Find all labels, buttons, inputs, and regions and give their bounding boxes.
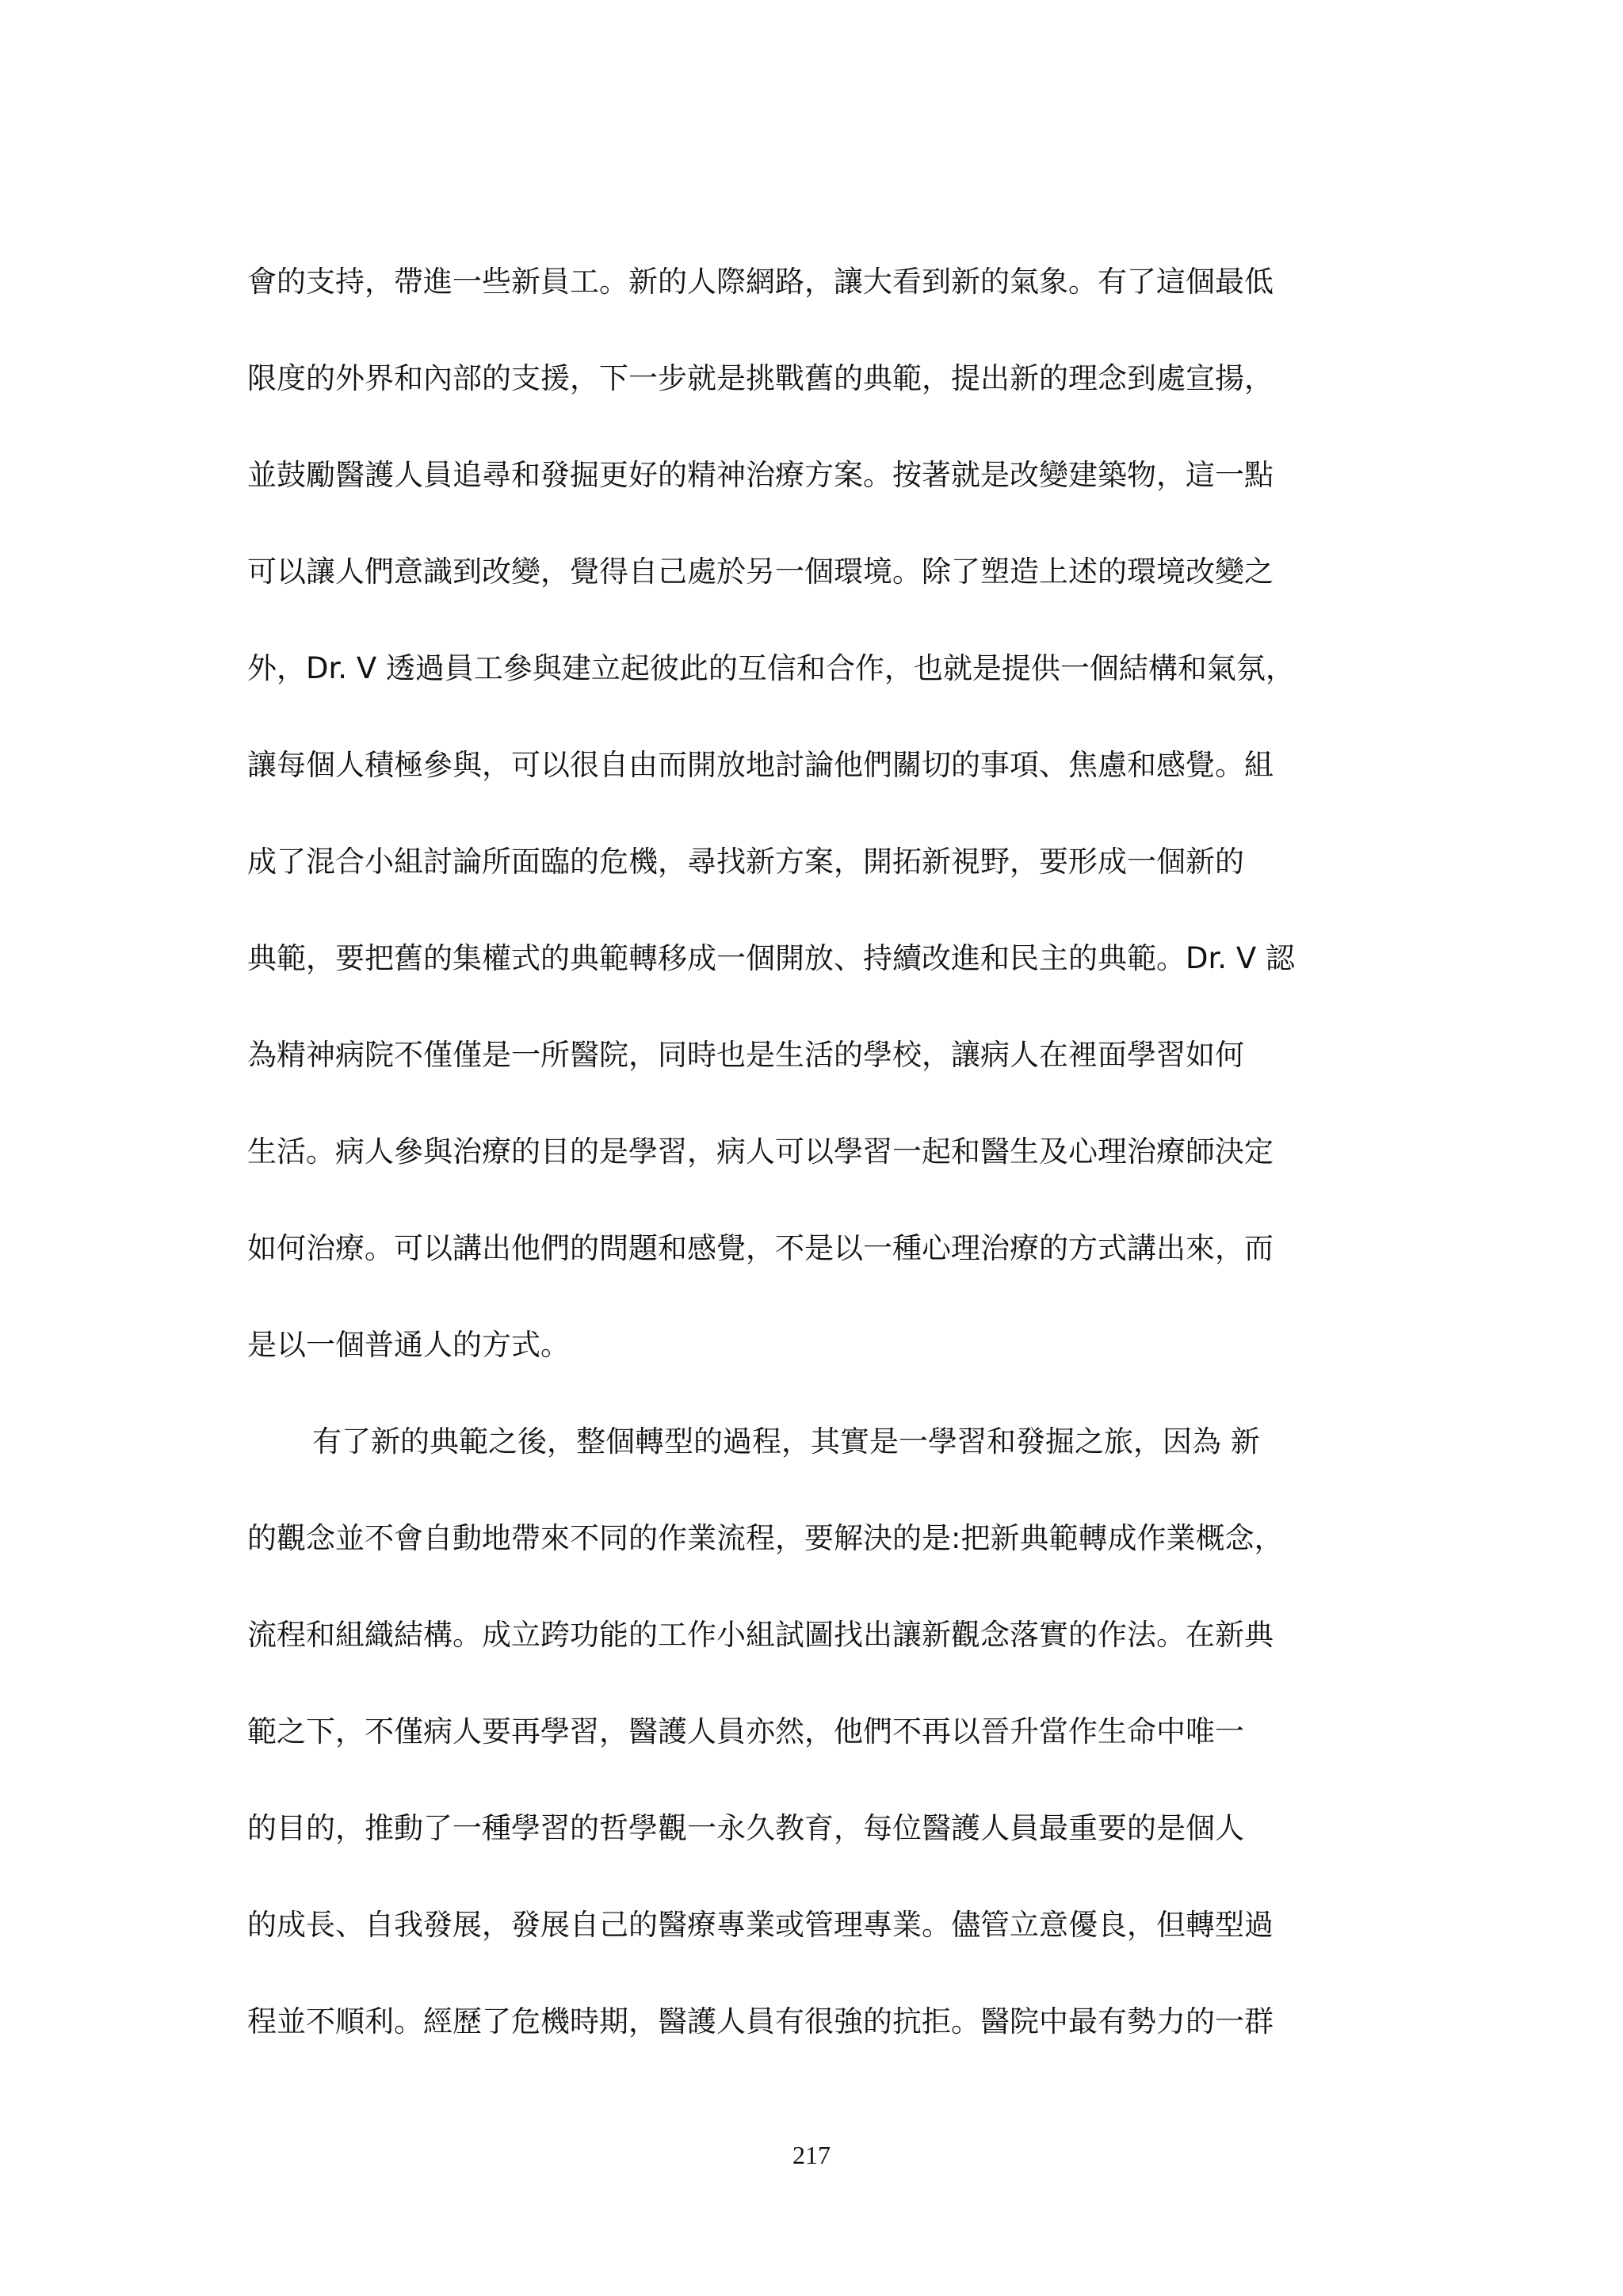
paragraph-2-line-1: 有了新的典範之後，整個轉型的過程，其實是一學習和發掘之旅，因為 新 [312, 1425, 1260, 1459]
paragraph-1-line-8: 典範，要把舊的集權式的典範轉移成一個開放、持續改進和民主的典範。Dr. V 認 [247, 941, 1295, 975]
paragraph-1-line-5: 外，Dr. V 透過員工參與建立起彼此的互信和合作，也就是提供一個結構和氣氛， [247, 651, 1295, 685]
paragraph-2-line-5: 的目的，推動了一種學習的哲學觀一永久教育，每位醫護人員最重要的是個人 [247, 1811, 1244, 1845]
paragraph-1-line-7: 成了混合小組討論所面臨的危機，尋找新方案，開拓新視野，要形成一個新的 [247, 845, 1244, 879]
paragraph-1-line-12: 是以一個普通人的方式。 [247, 1328, 570, 1362]
paragraph-2-line-3: 流程和組織結構。成立跨功能的工作小組試圖找出讓新觀念落實的作法。在新典 [247, 1618, 1274, 1652]
paragraph-1-line-2: 限度的外界和內部的支援，下一步就是挑戰舊的典範，提出新的理念到處宣揚， [247, 361, 1274, 395]
paragraph-2-line-4: 範之下，不僅病人要再學習，醫護人員亦然，他們不再以晉升當作生命中唯一 [247, 1714, 1244, 1749]
paragraph-1-line-4: 可以讓人們意識到改變，覺得自己處於另一個環境。除了塑造上述的環境改變之 [247, 555, 1274, 589]
page-number: 217 [792, 2141, 831, 2169]
paragraph-2-line-2: 的觀念並不會自動地帶來不同的作業流程，要解決的是:把新典範轉成作業概念， [247, 1521, 1284, 1555]
paragraph-1-line-1: 會的支持，帶進一些新員工。新的人際網路，讓大看到新的氣象。有了這個最低 [247, 265, 1274, 299]
paragraph-1-line-11: 如何治療。可以講出他們的問題和感覺，不是以一種心理治療的方式講出來，而 [247, 1231, 1274, 1265]
paragraph-1-line-6: 讓每個人積極參與，可以很自由而開放地討論他們關切的事項、焦慮和感覺。組 [247, 748, 1274, 782]
paragraph-1-line-3: 並鼓勵醫護人員追尋和發掘更好的精神治療方案。按著就是改變建築物，這一點 [247, 458, 1274, 492]
paragraph-1-line-10: 生活。病人參與治療的目的是學習，病人可以學習一起和醫生及心理治療師決定 [247, 1135, 1274, 1169]
paragraph-1-line-9: 為精神病院不僅僅是一所醫院，同時也是生活的學校，讓病人在裡面學習如何 [247, 1038, 1244, 1072]
paragraph-2-line-6: 的成長、自我發展，發展自己的醫療專業或管理專業。儘管立意優良，但轉型過 [247, 1908, 1274, 1942]
paragraph-2-line-7: 程並不順利。經歷了危機時期，醫護人員有很強的抗拒。醫院中最有勢力的一群 [247, 2004, 1274, 2039]
